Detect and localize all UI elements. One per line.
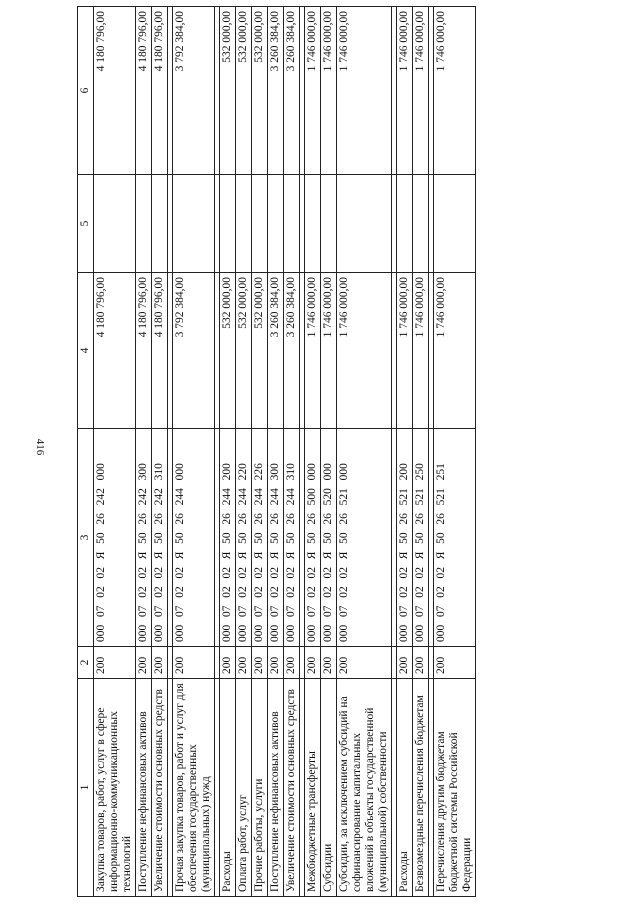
budget-table	[77, 6, 476, 897]
cell-amount-col6: 1 746 000,00	[321, 7, 337, 175]
cell-budget-code: 000 07 02 02 Я 50 26 242 300	[136, 429, 152, 647]
cell-amount-col6: 4 180 796,00	[136, 7, 152, 175]
cell-name: Безвозмездные перечисления бюджетам	[413, 679, 429, 897]
cell-name: Субсидии, за исключением субсидий на софинансирование капитальных вложений в объекты государственной (муниципальной) собственности	[337, 679, 392, 897]
cell-amount-col5	[268, 175, 284, 273]
rotated-table-wrapper	[77, 7, 623, 897]
table-row	[397, 7, 413, 897]
cell-budget-code: 000 07 02 02 Я 50 26 521 251	[434, 429, 476, 647]
cell-amount-col6: 1 746 000,00	[397, 7, 413, 175]
cell-amount-col4: 3 260 384,00	[268, 273, 284, 429]
cell-admin-code: 200	[397, 647, 413, 679]
cell-amount-col5	[252, 175, 268, 273]
table-row	[321, 7, 337, 897]
cell-amount-col6: 3 260 384,00	[268, 7, 284, 175]
cell-admin-code: 200	[152, 647, 168, 679]
cell-name: Прочие работы, услуги	[252, 679, 268, 897]
cell-amount-col6: 3 792 384,00	[173, 7, 215, 175]
cell-amount-col4: 1 746 000,00	[397, 273, 413, 429]
cell-amount-col6: 4 180 796,00	[94, 7, 136, 175]
table-row	[94, 7, 136, 897]
table-row	[220, 7, 236, 897]
cell-amount-col6: 1 746 000,00	[305, 7, 321, 175]
header-row	[78, 7, 94, 897]
page-number: 416	[34, 438, 46, 456]
cell-admin-code: 200	[268, 647, 284, 679]
header-col-4: 4	[78, 273, 94, 429]
cell-admin-code: 200	[252, 647, 268, 679]
table-row	[337, 7, 392, 897]
cell-admin-code: 200	[173, 647, 215, 679]
cell-amount-col6: 532 000,00	[252, 7, 268, 175]
cell-name: Увеличение стоимости основных средств	[284, 679, 300, 897]
cell-amount-col4: 1 746 000,00	[434, 273, 476, 429]
document-page	[77, 7, 623, 897]
cell-budget-code: 000 07 02 02 Я 50 26 521 250	[413, 429, 429, 647]
table-row	[152, 7, 168, 897]
table-row	[434, 7, 476, 897]
table-row	[252, 7, 268, 897]
cell-admin-code: 200	[321, 647, 337, 679]
cell-amount-col6: 532 000,00	[220, 7, 236, 175]
cell-amount-col6: 4 180 796,00	[152, 7, 168, 175]
cell-amount-col5	[321, 175, 337, 273]
cell-name: Увеличение стоимости основных средств	[152, 679, 168, 897]
cell-name: Перечисления другим бюджетам бюджетной системы Российской Федерации	[434, 679, 476, 897]
cell-amount-col5	[136, 175, 152, 273]
cell-amount-col5	[337, 175, 392, 273]
cell-budget-code: 000 07 02 02 Я 50 26 244 300	[268, 429, 284, 647]
cell-admin-code: 200	[434, 647, 476, 679]
cell-budget-code: 000 07 02 02 Я 50 26 242 310	[152, 429, 168, 647]
cell-admin-code: 200	[305, 647, 321, 679]
cell-admin-code: 200	[337, 647, 392, 679]
cell-admin-code: 200	[94, 647, 136, 679]
cell-name: Межбюджетные трансферты	[305, 679, 321, 897]
cell-amount-col6: 1 746 000,00	[413, 7, 429, 175]
cell-amount-col4: 532 000,00	[236, 273, 252, 429]
header-col-2: 2	[78, 647, 94, 679]
cell-name: Прочая закупка товаров, работ и услуг для обеспечения государственных (муниципальных) нужд	[173, 679, 215, 897]
cell-budget-code: 000 07 02 02 Я 50 26 244 200	[220, 429, 236, 647]
cell-amount-col5	[220, 175, 236, 273]
cell-amount-col4: 4 180 796,00	[152, 273, 168, 429]
cell-amount-col4: 3 792 384,00	[173, 273, 215, 429]
cell-amount-col4: 532 000,00	[220, 273, 236, 429]
cell-amount-col5	[236, 175, 252, 273]
cell-admin-code: 200	[284, 647, 300, 679]
table-row	[136, 7, 152, 897]
cell-admin-code: 200	[413, 647, 429, 679]
table-row	[173, 7, 215, 897]
table-row	[284, 7, 300, 897]
cell-amount-col4: 1 746 000,00	[413, 273, 429, 429]
cell-admin-code: 200	[220, 647, 236, 679]
cell-amount-col5	[94, 175, 136, 273]
cell-amount-col4: 1 746 000,00	[321, 273, 337, 429]
cell-name: Поступление нефинансовых активов	[268, 679, 284, 897]
cell-name: Расходы	[397, 679, 413, 897]
table-row	[268, 7, 284, 897]
cell-budget-code: 000 07 02 02 Я 50 26 244 310	[284, 429, 300, 647]
cell-admin-code: 200	[136, 647, 152, 679]
cell-name: Закупка товаров, работ, услуг в сфере информационно-коммуникационных технологий	[94, 679, 136, 897]
table-body	[94, 7, 476, 897]
header-col-3: 3	[78, 429, 94, 647]
cell-amount-col6: 3 260 384,00	[284, 7, 300, 175]
table-row	[413, 7, 429, 897]
cell-name: Субсидии	[321, 679, 337, 897]
cell-budget-code: 000 07 02 02 Я 50 26 244 220	[236, 429, 252, 647]
cell-amount-col4: 1 746 000,00	[337, 273, 392, 429]
header-col-6: 6	[78, 7, 94, 175]
cell-budget-code: 000 07 02 02 Я 50 26 500 000	[305, 429, 321, 647]
cell-admin-code: 200	[236, 647, 252, 679]
cell-budget-code: 000 07 02 02 Я 50 26 242 000	[94, 429, 136, 647]
cell-amount-col5	[434, 175, 476, 273]
cell-amount-col6: 1 746 000,00	[434, 7, 476, 175]
cell-amount-col4: 4 180 796,00	[136, 273, 152, 429]
cell-amount-col4: 1 746 000,00	[305, 273, 321, 429]
cell-amount-col4: 532 000,00	[252, 273, 268, 429]
cell-name: Оплата работ, услуг	[236, 679, 252, 897]
cell-amount-col6: 1 746 000,00	[337, 7, 392, 175]
cell-amount-col5	[284, 175, 300, 273]
cell-budget-code: 000 07 02 02 Я 50 26 521 000	[337, 429, 392, 647]
table-row	[236, 7, 252, 897]
cell-amount-col5	[397, 175, 413, 273]
cell-amount-col4: 3 260 384,00	[284, 273, 300, 429]
cell-amount-col5	[173, 175, 215, 273]
cell-amount-col6: 532 000,00	[236, 7, 252, 175]
cell-amount-col5	[305, 175, 321, 273]
cell-amount-col5	[413, 175, 429, 273]
header-col-1: 1	[78, 679, 94, 897]
cell-budget-code: 000 07 02 02 Я 50 26 521 200	[397, 429, 413, 647]
cell-budget-code: 000 07 02 02 Я 50 26 520 000	[321, 429, 337, 647]
cell-amount-col4: 4 180 796,00	[94, 273, 136, 429]
cell-name: Поступление нефинансовых активов	[136, 679, 152, 897]
cell-budget-code: 000 07 02 02 Я 50 26 244 000	[173, 429, 215, 647]
table-row	[305, 7, 321, 897]
cell-amount-col5	[152, 175, 168, 273]
header-col-5: 5	[78, 175, 94, 273]
cell-budget-code: 000 07 02 02 Я 50 26 244 226	[252, 429, 268, 647]
cell-name: Расходы	[220, 679, 236, 897]
